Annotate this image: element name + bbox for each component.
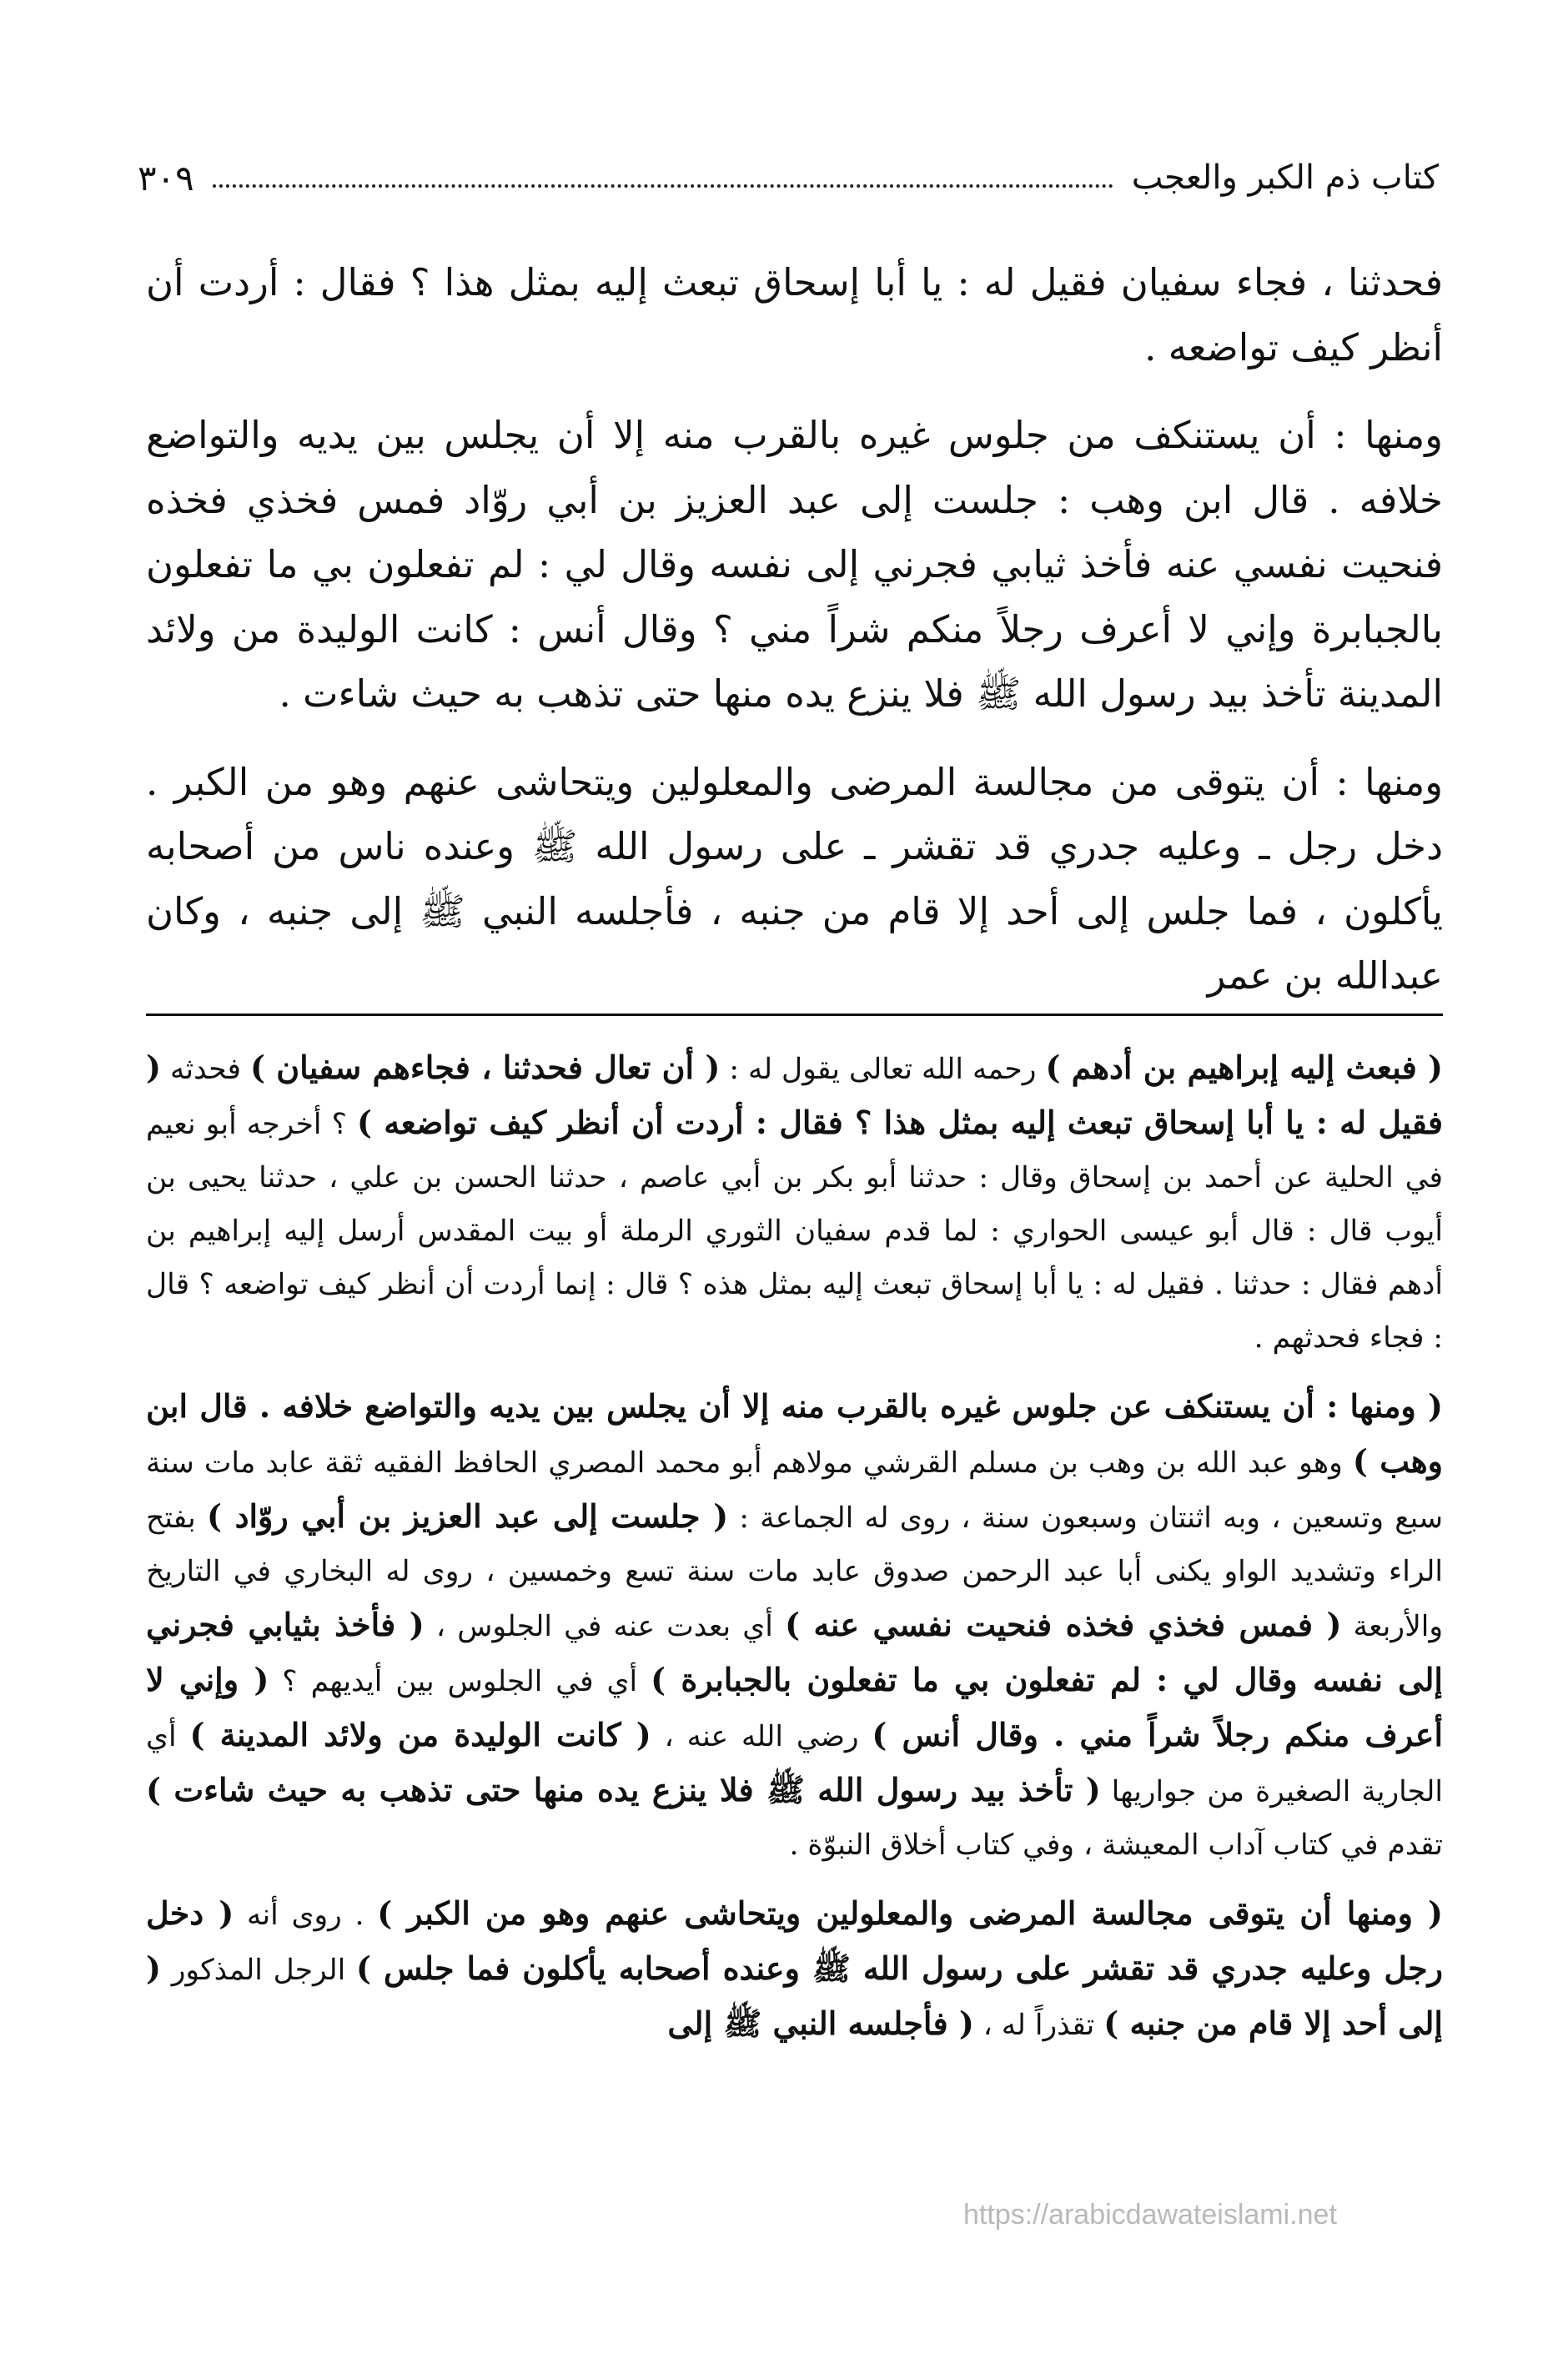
quoted-text: ( فأخذ بثيابي فجرني إلى نفسه وقال لي : لم تفعلون بي ما تفعلون بالجبابرة ) [146, 1606, 1443, 1698]
page-number: ٣٠٩ [138, 157, 194, 199]
commentary-text: بفتح الراء وتشديد الواو يكنى أبا عبد الرحمن صدوق عابد مات سنة تسع وخمسين ، روى له البخاري في التاريخ والأربعة [146, 1501, 1443, 1643]
commentary-paragraph-2 [146, 1380, 1443, 1872]
main-paragraph-2: ومنها : أن يستنكف من جلوس غيره بالقرب منه إلا أن يجلس بين يديه والتواضع خلافه . قال ابن وهب : جلست إلى عبد العزيز بن أبي روّاد فمس فخذي فخذه فنحيت نفسي عنه فأخذ ثيابي فجرني إلى نفسه وقال لي : لم تفعلون بي ما تفعلون بالجبابرة وإني لا أعرف رجلاً منكم شراً مني ؟ وقال أنس : كانت الوليدة من ولائد المدينة تأخذ بيد رسول الله ﷺ فلا ينزع يده منها حتى تذهب به حيث شاءت . [146, 413, 1443, 716]
quoted-text: ( جلست إلى عبد العزيز بن أبي روّاد ) [207, 1497, 729, 1535]
footnote-divider [146, 1014, 1443, 1016]
commentary-text: أي بعدت عنه في الجلوس ، [424, 1610, 786, 1643]
quoted-text: ( تأخذ بيد رسول الله ﷺ فلا ينزع يده منها حتى تذهب به حيث شاءت ) [146, 1771, 1101, 1808]
main-text [146, 250, 1443, 1032]
quoted-text: ( وإني لا أعرف منكم رجلاً شراً مني . وقال أنس ) [146, 1661, 1444, 1753]
commentary-text: ؟ أخرجه أبو نعيم في الحلية عن أحمد بن إسحاق وقال : حدثنا أبو بكر بن أبي عاصم ، حدثنا الحسن بن علي ، حدثنا يحيى بن أيوب قال : قال أبو عيسى الحواري : لما قدم سفيان الثوري الرملة أو بيت المقدس أرسل إليه إبراهيم بن أدهم فقال : حدثنا . فقيل له : يا أبا إسحاق تبعث إليه بمثل هذه ؟ قال : إنما أردت أن أنظر كيف تواضعه ؟ قال : فجاء فحدثهم . [146, 1108, 1443, 1355]
commentary-text: فحدثه [160, 1053, 250, 1086]
quoted-text: ( كانت الوليدة من ولائد المدينة ) [189, 1716, 651, 1753]
quoted-text: ( إلى أحد إلا قام من جنبه ) [146, 1949, 1443, 2042]
quoted-text: ( فمس فخذي فخذه فنحيت نفسي عنه ) [785, 1606, 1342, 1643]
commentary-text: الرجل المذكور [160, 1954, 356, 1987]
page-header [138, 148, 1439, 207]
running-title: كتاب ذم الكبر والعجب [1131, 158, 1439, 197]
commentary-text: تقدم في كتاب آداب المعيشة ، وفي كتاب أخلاق النبوّة . [789, 1828, 1443, 1862]
commentary-text: رحمه الله تعالى يقول له : [720, 1053, 1046, 1086]
quoted-text: ( فأجلسه النبي ﷺ إلى [667, 2004, 974, 2042]
quoted-text: ( فبعث إليه إبراهيم بن أدهم ) [1045, 1049, 1444, 1086]
quoted-text: ( فقيل له : يا أبا إسحاق تبعث إليه بمثل هذا ؟ فقال : أردت أن أنظر كيف تواضعه ) [146, 1049, 1443, 1141]
commentary-text: أي الجارية الصغيرة من جواريها [146, 1720, 1443, 1808]
commentary [146, 1041, 1443, 2067]
commentary-text: تقذراً له ، [973, 2009, 1104, 2042]
commentary-text: أي في الجلوس بين أيديهم ؟ [269, 1665, 651, 1698]
watermark-url: https://arabicdawateislami.net [963, 2199, 1337, 2231]
dotted-leader [213, 168, 1113, 188]
quoted-text: ( دخل رجل وعليه جدري قد تقشر على رسول الله ﷺ وعنده أصحابه يأكلون فما جلس ) [146, 1894, 1444, 1987]
commentary-text: وهو عبد الله بن وهب بن مسلم القرشي مولاهم أبو محمد المصري الحافظ الفقيه ثقة عابد مات سنة سبع وتسعين ، وبه اثنتان وسبعون سنة ، روى له الجماعة : [146, 1446, 1443, 1535]
commentary-paragraph-3 [146, 1887, 1443, 2052]
quoted-text: ( أن تعال فحدثنا ، فجاءهم سفيان ) [249, 1049, 721, 1086]
commentary-text: رضي الله عنه ، [651, 1720, 872, 1753]
commentary-paragraph-1 [146, 1041, 1443, 1365]
quoted-text: ( ومنها : أن يستنكف عن جلوس غيره بالقرب منه إلا أن يجلس بين يديه والتواضع خلافه . قال ابن وهب ) [146, 1387, 1443, 1480]
quoted-text: ( ومنها أن يتوقى مجالسة المرضى والمعلولين ويتحاشى عنهم وهو من الكبر ) [377, 1894, 1443, 1932]
main-paragraph-1: فحدثنا ، فجاء سفيان فقيل له : يا أبا إسحاق تبعث إليه بمثل هذا ؟ فقال : أردت أن أنظر كيف تواضعه . [146, 260, 1443, 370]
main-paragraph-3: ومنها : أن يتوقى من مجالسة المرضى والمعلولين ويتحاشى عنهم وهو من الكبر . دخل رجل ـ وعليه جدري قد تقشر ـ على رسول الله ﷺ وعنده ناس من أصحابه يأكلون ، فما جلس إلى أحد إلا قام من جنبه ، فأجلسه النبي ﷺ إلى جنبه ، وكان عبدالله بن عمر [146, 759, 1443, 998]
commentary-text: . روى أنه [234, 1899, 378, 1932]
